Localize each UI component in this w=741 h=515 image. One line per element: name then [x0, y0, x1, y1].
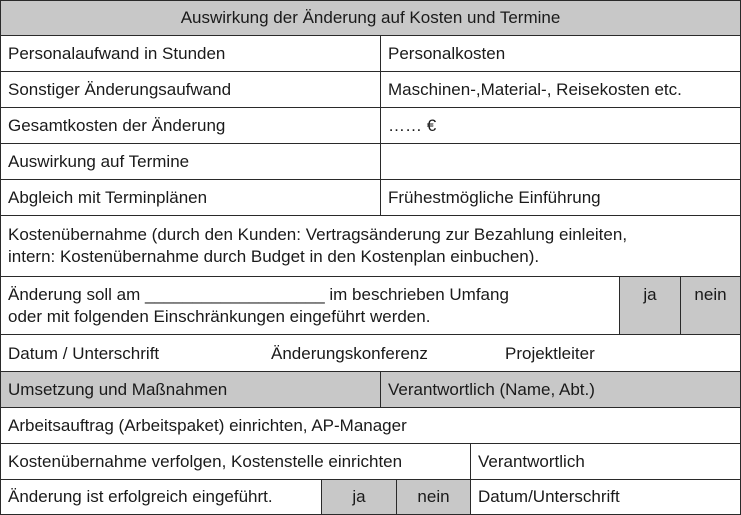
arbeitsauftrag-row: Arbeitsauftrag (Arbeitspaket) einrichten, AP-Manager	[0, 407, 741, 444]
umsetzung-header: Umsetzung und Maßnahmen	[0, 371, 381, 408]
einfuehrung-field[interactable]: Frühestmögliche Einführung	[380, 179, 741, 216]
kostenuebernahme-line1: Kostenübernahme (durch den Kunden: Vertragsänderung zur Bezahlung einleiten,	[8, 225, 628, 244]
termine-label: Auswirkung auf Termine	[0, 143, 381, 180]
aenderungskonferenz-label: Änderungskonferenz	[271, 344, 428, 363]
erfolgreich-no-box[interactable]: nein	[396, 479, 471, 515]
termine-field[interactable]	[380, 143, 741, 180]
erfolgreich-datum-field[interactable]: Datum/Unterschrift	[470, 479, 741, 515]
projektleiter-label: Projektleiter	[505, 344, 595, 363]
gesamtkosten-field[interactable]: …… €	[380, 107, 741, 144]
kostenverfolgung-label: Kostenübernahme verfolgen, Kostenstelle einrichten	[0, 443, 471, 480]
abgleich-label: Abgleich mit Terminplänen	[0, 179, 381, 216]
erfolgreich-yes-box[interactable]: ja	[321, 479, 397, 515]
personalkosten-field[interactable]: Personalkosten	[380, 35, 741, 72]
decision-yes-box[interactable]: ja	[619, 276, 681, 335]
kostenuebernahme-block	[0, 215, 741, 277]
gesamtkosten-label: Gesamtkosten der Änderung	[0, 107, 381, 144]
signature-row	[0, 334, 741, 372]
sonstiger-aufwand-label: Sonstiger Änderungsaufwand	[0, 71, 381, 108]
sonstige-kosten-field[interactable]: Maschinen-,Material-, Reisekosten etc.	[380, 71, 741, 108]
datum-unterschrift-label: Datum / Unterschrift	[8, 344, 160, 363]
verantwortlich-header: Verantwortlich (Name, Abt.)	[380, 371, 741, 408]
decision-line1: Änderung soll am ___________________ im beschrieben Umfang	[8, 284, 509, 304]
kostenverfolgung-verantwortlich-field[interactable]: Verantwortlich	[470, 443, 741, 480]
decision-line2: oder mit folgenden Einschränkungen eingeführt werden.	[8, 306, 431, 326]
erfolgreich-label: Änderung ist erfolgreich eingeführt.	[0, 479, 322, 515]
personalaufwand-label: Personalaufwand in Stunden	[0, 35, 381, 72]
decision-text	[0, 276, 620, 335]
form-title: Auswirkung der Änderung auf Kosten und Termine	[0, 0, 741, 36]
decision-no-box[interactable]: nein	[680, 276, 741, 335]
kostenuebernahme-line2: intern: Kostenübernahme durch Budget in den Kostenplan einbuchen).	[8, 247, 540, 266]
